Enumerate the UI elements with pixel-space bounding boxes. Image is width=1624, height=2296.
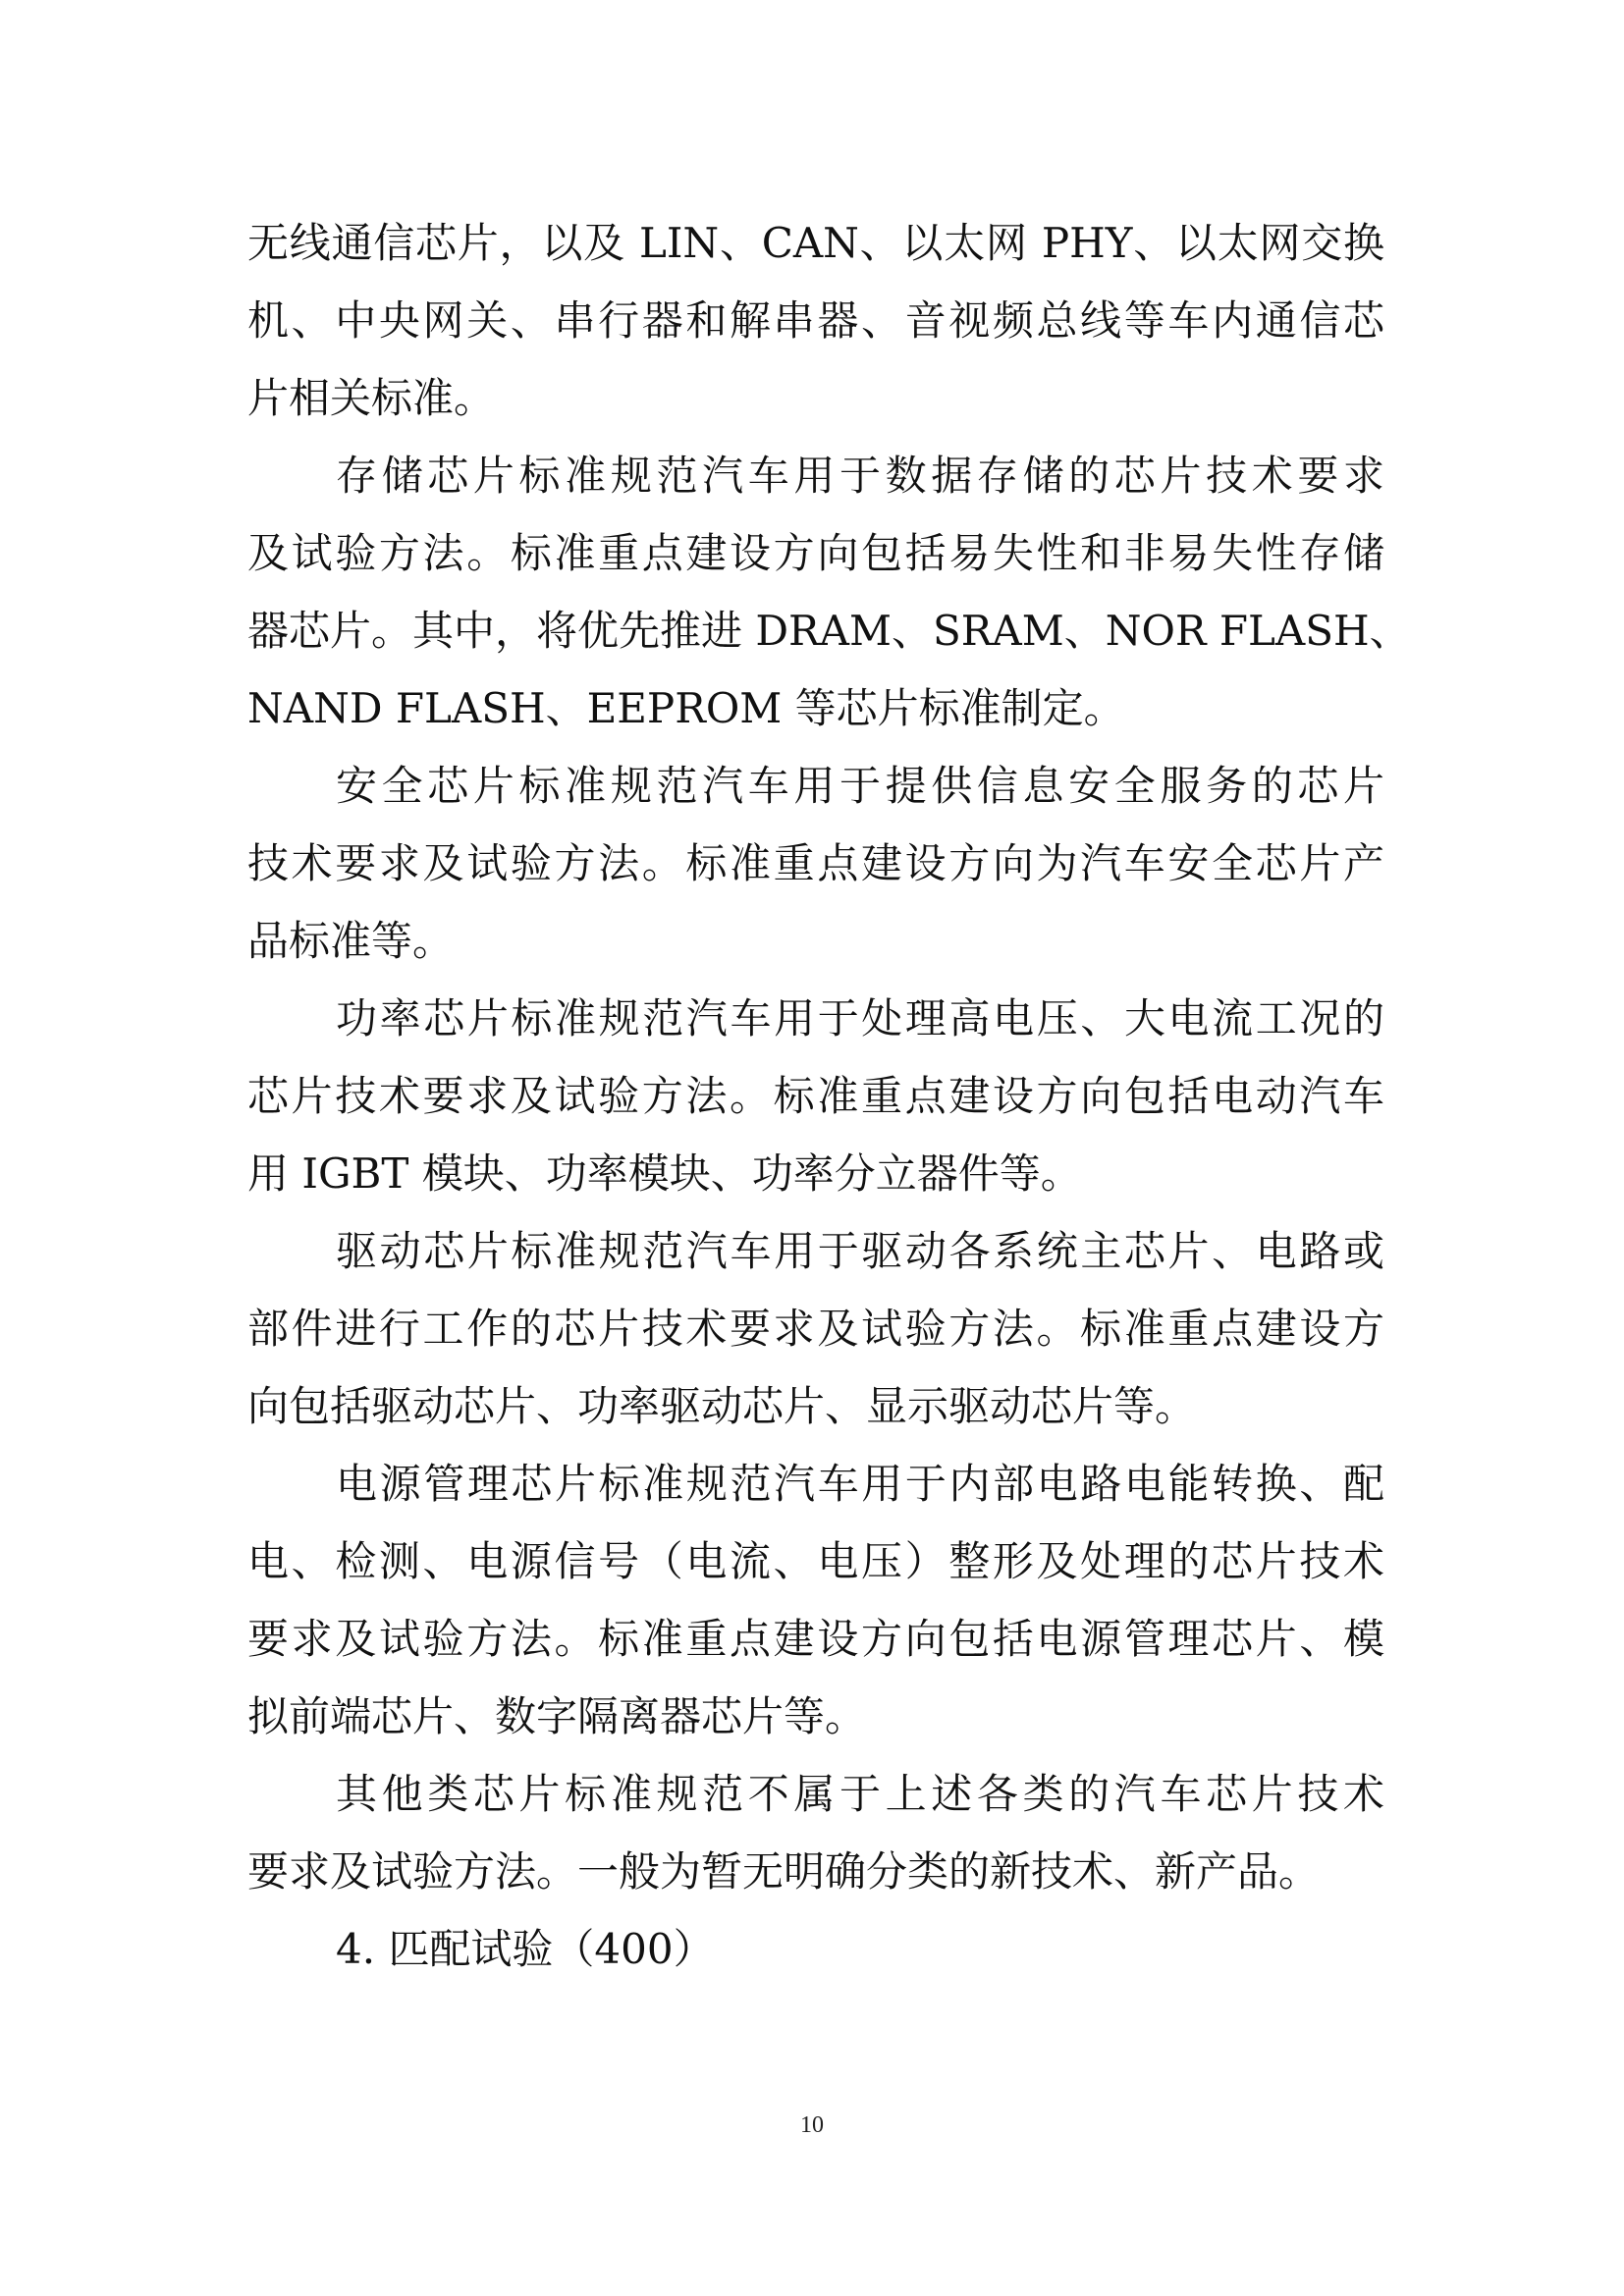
text-line: 器芯片。其中，将优先推进 DRAM、SRAM、NOR FLASH、	[247, 607, 1411, 655]
paragraph-storage-chip	[247, 437, 1411, 747]
paragraph-driver-chip	[247, 1212, 1384, 1445]
section-heading-matching-test	[247, 1910, 1384, 1988]
text-line: 用 IGBT 模块、功率模块、功率分立器件等。	[247, 1149, 1082, 1198]
text-line: 品标准等。	[247, 917, 455, 965]
text-line: 片相关标准。	[247, 374, 496, 422]
text-line: 芯片技术要求及试验方法。标准重点建设方向包括电动汽车	[247, 1072, 1384, 1120]
text-line: NAND FLASH、EEPROM 等芯片标准制定。	[247, 684, 1125, 732]
text-line: 电源管理芯片标准规范汽车用于内部电路电能转换、配	[336, 1460, 1384, 1508]
text-line: 拟前端芯片、数字隔离器芯片等。	[247, 1692, 867, 1740]
paragraph-power-management-chip	[247, 1445, 1384, 1755]
page-number: 10	[800, 2112, 824, 2138]
text-line: 向包括驱动芯片、功率驱动芯片、显示驱动芯片等。	[247, 1382, 1197, 1430]
text-line: 安全芯片标准规范汽车用于提供信息安全服务的芯片	[336, 762, 1384, 810]
paragraph-other-chip	[247, 1755, 1384, 1910]
paragraph-communication-chip-continued	[247, 204, 1384, 437]
text-line: 其他类芯片标准规范不属于上述各类的汽车芯片技术	[336, 1770, 1384, 1818]
text-line: 无线通信芯片，以及 LIN、CAN、以太网 PHY、以太网交换	[247, 219, 1384, 267]
section-heading-text: 4. 匹配试验（400）	[336, 1925, 715, 1973]
paragraph-security-chip	[247, 747, 1384, 980]
document-body	[247, 204, 1411, 1988]
text-line: 功率芯片标准规范汽车用于处理高电压、大电流工况的	[336, 994, 1384, 1042]
text-line: 要求及试验方法。标准重点建设方向包括电源管理芯片、模	[247, 1615, 1384, 1663]
text-line: 技术要求及试验方法。标准重点建设方向为汽车安全芯片产	[247, 839, 1384, 887]
text-line: 及试验方法。标准重点建设方向包括易失性和非易失性存储	[247, 529, 1384, 577]
text-line: 存储芯片标准规范汽车用于数据存储的芯片技术要求	[336, 452, 1384, 500]
text-line: 部件进行工作的芯片技术要求及试验方法。标准重点建设方	[247, 1305, 1384, 1353]
paragraph-power-chip	[247, 980, 1384, 1212]
text-line: 电、检测、电源信号（电流、电压）整形及处理的芯片技术	[247, 1537, 1384, 1585]
text-line: 要求及试验方法。一般为暂无明确分类的新技术、新产品。	[247, 1847, 1321, 1896]
text-line: 驱动芯片标准规范汽车用于驱动各系统主芯片、电路或	[336, 1227, 1384, 1275]
text-line: 机、中央网关、串行器和解串器、音视频总线等车内通信芯	[247, 296, 1384, 345]
